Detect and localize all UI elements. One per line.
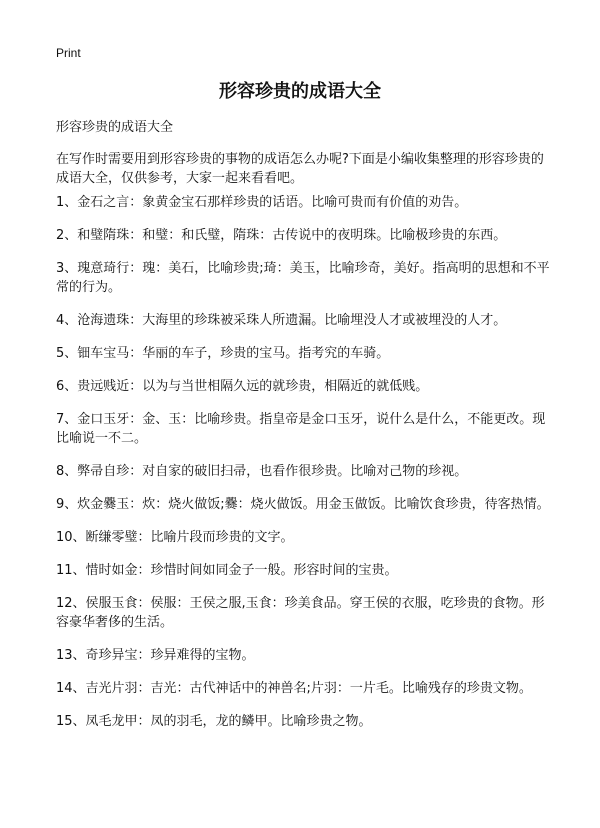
page-title: 形容珍贵的成语大全 <box>219 81 381 102</box>
list-item: 15、凤毛龙甲：凤的羽毛，龙的鳞甲。比喻珍贵之物。 <box>56 714 372 729</box>
idiom-list <box>56 193 556 745</box>
list-item: 11、惜时如金：珍惜时间如同金子一般。形容时间的宝贵。 <box>56 563 398 578</box>
list-item: 4、沧海遗珠：大海里的珍珠被采珠人所遗漏。比喻埋没人才或被埋没的人才。 <box>56 313 507 328</box>
list-item: 12、侯服玉食：侯服：王侯之服,玉食：珍美食品。穿王侯的衣服，吃珍贵的食物。形容豪华奢侈的生活。 <box>56 596 545 630</box>
intro-paragraph: 在写作时需要用到形容珍贵的事物的成语怎么办呢?下面是小编收集整理的形容珍贵的成语大全，仅供参考，大家一起来看看吧。 <box>56 152 544 186</box>
list-item: 5、钿车宝马：华丽的车子，珍贵的宝马。指考究的车骑。 <box>56 346 390 361</box>
list-item: 2、和璧隋珠：和璧：和氏璧，隋珠：古传说中的夜明珠。比喻极珍贵的东西。 <box>56 228 507 243</box>
document-subtitle: 形容珍贵的成语大全 <box>56 120 174 135</box>
print-label[interactable]: Print <box>56 46 81 60</box>
list-item: 1、金石之言：象黄金宝石那样珍贵的话语。比喻可贵而有价值的劝告。 <box>56 195 468 210</box>
list-item: 3、瑰意琦行：瑰：美石，比喻珍贵;琦：美玉，比喻珍奇，美好。指高明的思想和不平常的行为。 <box>56 261 550 295</box>
list-item: 14、吉光片羽：吉光：古代神话中的神兽名;片羽：一片毛。比喻残存的珍贵文物。 <box>56 681 532 696</box>
list-item: 8、弊帚自珍：对自家的破旧扫帚，也看作很珍贵。比喻对己物的珍视。 <box>56 464 468 479</box>
list-item: 9、炊金爨玉：炊：烧火做饭;爨：烧火做饭。用金玉做饭。比喻饮食珍贵，待客热情。 <box>56 497 550 512</box>
list-item: 7、金口玉牙：金、玉：比喻珍贵。指皇帝是金口玉牙，说什么是什么，不能更改。现比喻说一不二。 <box>56 412 546 446</box>
list-item: 13、奇珍异宝：珍异难得的宝物。 <box>56 648 255 663</box>
list-item: 6、贵远贱近：以为与当世相隔久远的就珍贵，相隔近的就低贱。 <box>56 379 429 394</box>
list-item: 10、断缣零璧：比喻片段而珍贵的文字。 <box>56 530 294 545</box>
